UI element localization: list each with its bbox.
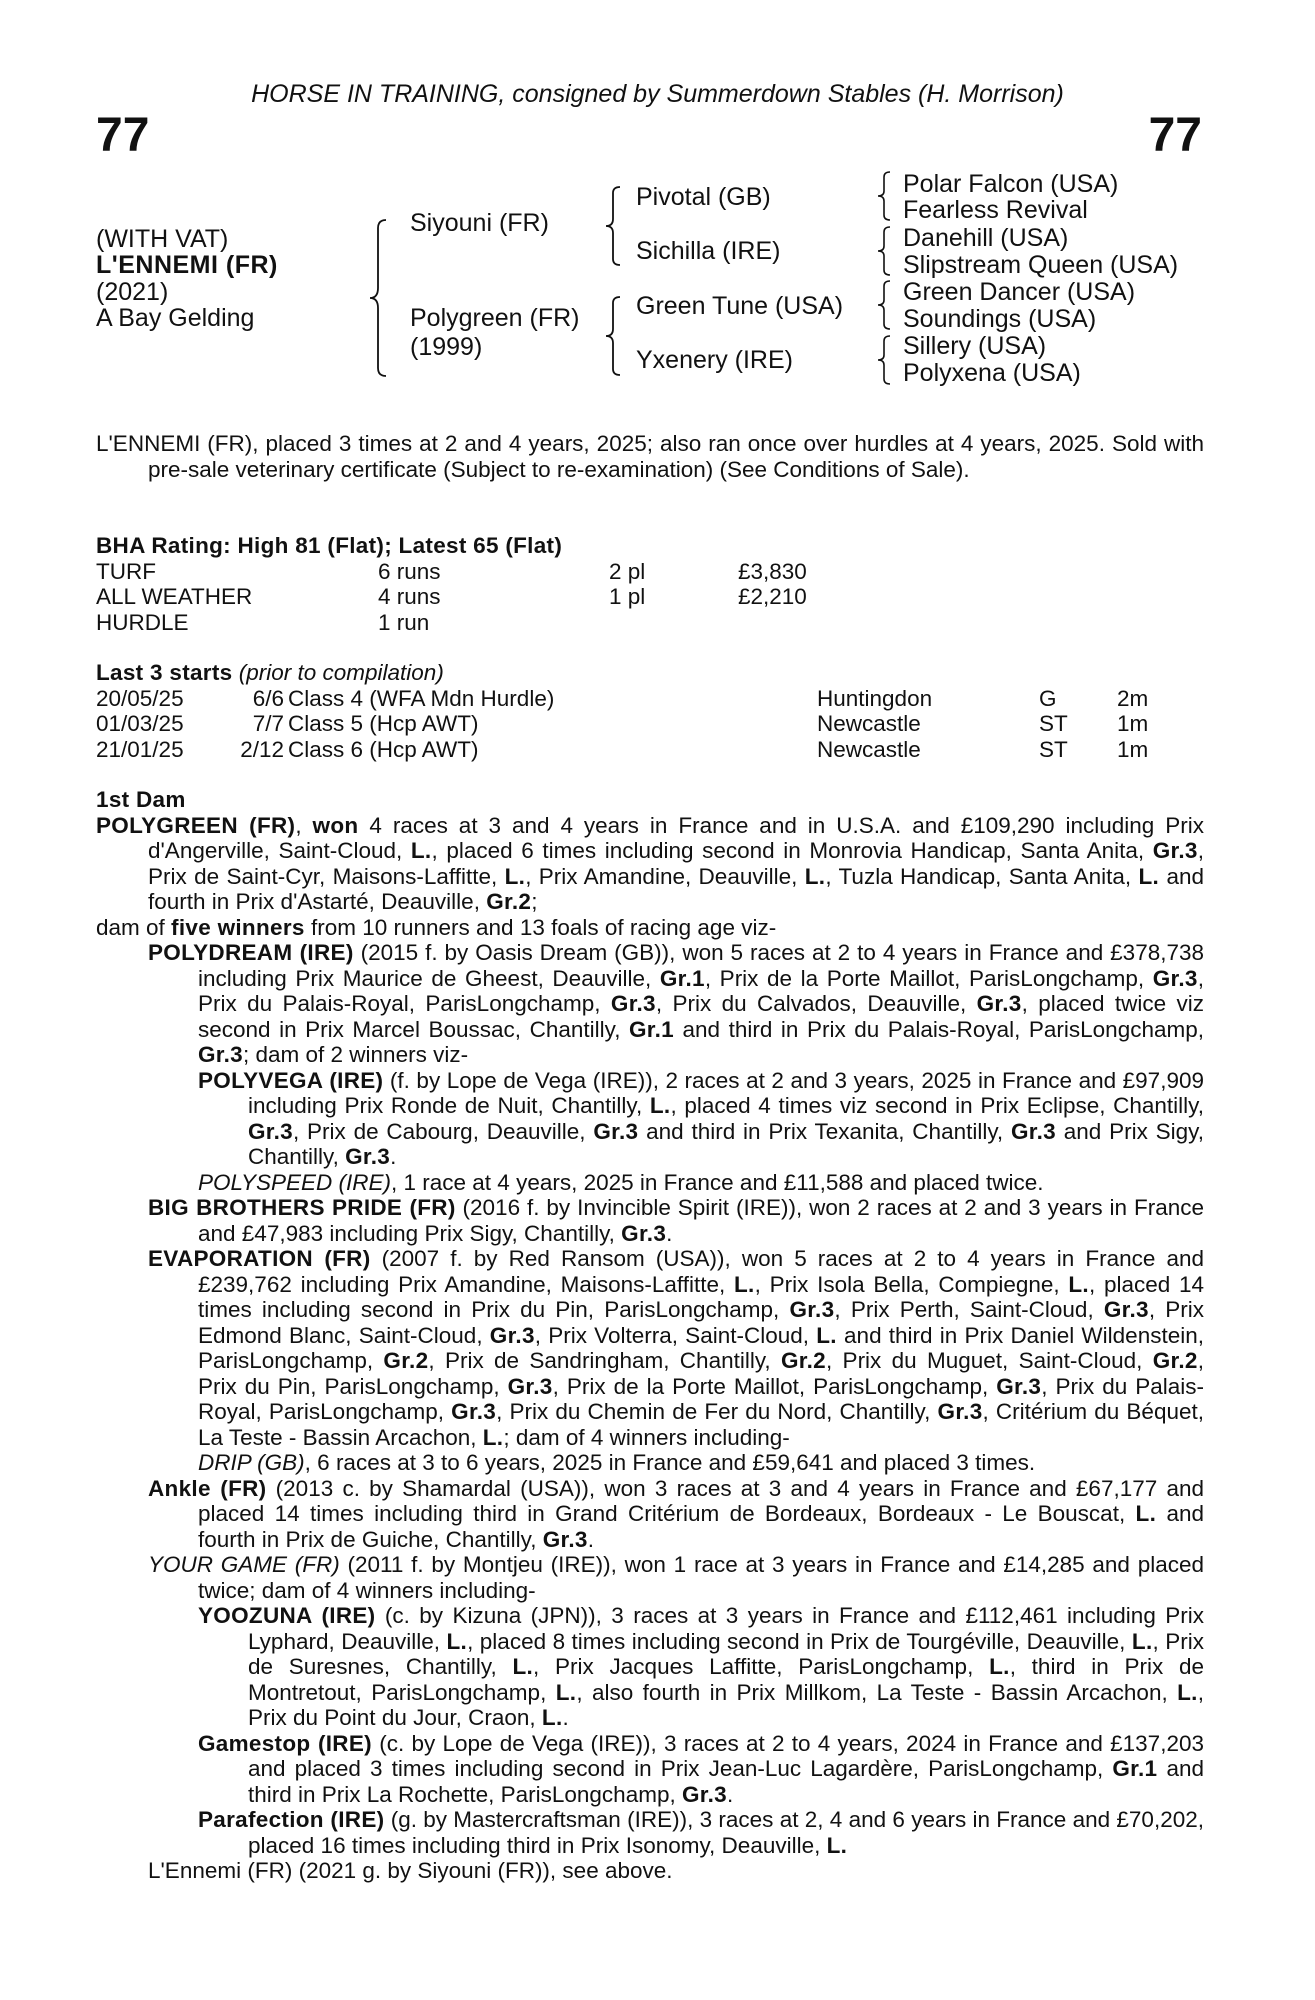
produce-name: POLYDREAM (IRE) [148, 940, 354, 965]
produce-name: YOOZUNA (IRE) [198, 1603, 376, 1628]
produce-name: POLYVEGA (IRE) [198, 1067, 384, 1093]
rating-runs: 6 runs [378, 558, 441, 584]
rating-placed: 1 pl [609, 584, 646, 609]
sire: Siyouni (FR) [410, 209, 549, 237]
first-dam-section [96, 787, 1204, 1884]
horse-name: L'ENNEMI (FR) [96, 251, 278, 279]
rating-runs: 4 runs [378, 584, 441, 609]
first-dam-heading: 1st Dam [96, 787, 186, 812]
dam-won: won [312, 812, 359, 838]
rating-placed: 2 pl [609, 558, 646, 584]
pedigree-brace-g2 [876, 225, 894, 277]
produce-entry: EVAPORATION (FR) (2007 f. by Red Ransom (USA)), won 5 races at 2 to 4 years in France and £239,762 including Prix Amandine, Maisons-Laffitte, L., Prix Isola Bella, Compiegne, L., placed 14 times including second in Prix du Pin, ParisLongchamp, Gr.3, Prix Perth, Saint-Cloud, Gr.3, Prix Edmond Blanc, Saint-Cloud, Gr.3, Prix Volterra, Saint-Cloud, L. and third in Prix Daniel Wildenstein, ParisLongchamp, Gr.2, Prix de Sandringham, Chantilly, Gr.2, Prix du Muguet, Saint-Cloud, Gr.2, Prix du Pin, ParisLongchamp, Gr.3, Prix de la Porte Maillot, ParisLongchamp, Gr.3, Prix du Palais-Royal, ParisLongchamp, Gr.3, Prix du Chemin de Fer du Nord, Chantilly, Gr.3, Critérium du Béquet, La Teste - Bassin Arcachon, L.; dam of 4 winners including- [148, 1246, 1205, 1450]
produce-entry: DRIP (GB), 6 races at 3 to 6 years, 2025 in France and £59,641 and placed 3 times. [198, 1450, 1036, 1475]
produce-entry: Ankle (FR) (2013 c. by Shamardal (USA)), won 3 races at 3 and 4 years in France and £67,177 and placed 14 times including third in Grand Critérium de Bordeaux, Bordeaux - Le Bouscat, L. and fourth in Prix de Guiche, Chantilly, Gr.3. [148, 1475, 1205, 1552]
last-starts-heading-line [96, 660, 1204, 686]
start-race: Class 6 (Hcp AWT) [288, 736, 479, 762]
start-row [96, 686, 1204, 712]
grand-dam-line-3: Danehill (USA) [903, 224, 1069, 252]
start-distance: 1m [1117, 736, 1149, 762]
dam: Polygreen (FR) [410, 304, 580, 332]
rating-row [96, 559, 1204, 585]
dam-record: POLYGREEN (FR), won 4 races at 3 and 4 years in France and in U.S.A. and £109,290 including Prix d'Angerville, Saint-Cloud, L., placed 6 times including second in Monrovia Handicap, Santa Anita, Gr.3, Prix de Saint-Cyr, Maisons-Laffitte, L., Prix Amandine, Deauville, L., Tuzla Handicap, Santa Anita, L. and fourth in Prix d'Astarté, Deauville, Gr.2; [96, 812, 1204, 914]
sire-dam: Sichilla (IRE) [636, 237, 781, 265]
rating-surface: HURDLE [96, 609, 189, 635]
last-starts-heading: Last 3 starts [96, 660, 233, 685]
summary-text: L'ENNEMI (FR), placed 3 times at 2 and 4 years, 2025; also ran once over hurdles at 4 years, 2025. Sold with pre-sale veterinary certificate (Subject to re-examination) (See Conditions of Sale). [96, 431, 1204, 482]
start-race: Class 5 (Hcp AWT) [288, 711, 479, 736]
start-course: Newcastle [817, 711, 921, 736]
rating-money: £2,210 [738, 584, 807, 609]
produce-name: POLYSPEED (IRE) [198, 1169, 391, 1195]
start-date: 21/01/25 [96, 736, 184, 762]
produce-entry: YOUR GAME (FR) (2011 f. by Montjeu (IRE)), won 1 race at 3 years in France and £14,285 and placed twice; dam of 4 winners including- [148, 1552, 1205, 1603]
start-position: 7/7 [252, 711, 284, 736]
rating-runs: 1 run [378, 609, 430, 635]
grade-l: L. [504, 863, 526, 889]
last-starts-section [96, 660, 1204, 762]
rating-surface: TURF [96, 558, 156, 584]
last-starts-note: (prior to compilation) [238, 660, 444, 685]
grand-dam-line-1: Polar Falcon (USA) [903, 170, 1119, 198]
start-race: Class 4 (WFA Mdn Hurdle) [288, 685, 555, 711]
pedigree-brace-dam [604, 295, 624, 377]
produce-name: Ankle (FR) [148, 1475, 267, 1501]
start-row [96, 737, 1204, 763]
produce-entry: Gamestop (IRE) (c. by Lope de Vega (IRE)), 3 races at 2 to 4 years, 2024 in France and £137,203 and placed 3 times including second in Prix Jean-Luc Lagardère, ParisLongchamp, Gr.1 and third in Prix La Rochette, ParisLongchamp, Gr.3. [198, 1730, 1205, 1807]
start-date: 20/05/25 [96, 685, 184, 711]
produce-entry: POLYDREAM (IRE) (2015 f. by Oasis Dream (GB)), won 5 races at 2 to 4 years in France and £378,738 including Prix Maurice de Gheest, Deauville, Gr.1, Prix de la Porte Maillot, ParisLongchamp, Gr.3, Prix du Palais-Royal, ParisLongchamp, Gr.3, Prix du Calvados, Deauville, Gr.3, placed twice viz second in Prix Marcel Boussac, Chantilly, Gr.1 and third in Prix du Palais-Royal, ParisLongchamp, Gr.3; dam of 2 winners viz- [148, 940, 1205, 1067]
grand-dam-line-2: Fearless Revival [903, 196, 1088, 224]
start-row [96, 711, 1204, 737]
start-position: 6/6 [252, 685, 284, 711]
rating-row [96, 610, 1204, 636]
rating-row [96, 584, 1204, 610]
sire-sire: Pivotal (GB) [636, 183, 771, 211]
grand-dam-line-8: Polyxena (USA) [903, 359, 1081, 387]
dam-sire: Green Tune (USA) [636, 292, 844, 320]
produce-entry: BIG BROTHERS PRIDE (FR) (2016 f. by Invincible Spirit (IRE)), won 2 races at 2 and 3 years in France and £47,983 including Prix Sigy, Chantilly, Gr.3. [148, 1195, 1204, 1246]
produce-name: EVAPORATION (FR) [148, 1246, 371, 1271]
horse-description: A Bay Gelding [96, 304, 255, 332]
start-position: 2/12 [240, 736, 284, 762]
grand-dam-line-7: Sillery (USA) [903, 332, 1047, 360]
catalogue-header: HORSE IN TRAINING, consigned by Summerdown Stables (H. Morrison) [251, 80, 1064, 108]
start-going: ST [1039, 736, 1068, 762]
rating-heading: BHA Rating: High 81 (Flat); Latest 65 (Flat) [96, 533, 563, 558]
produce-name: BIG BROTHERS PRIDE (FR) [148, 1195, 456, 1220]
lot-number-left: 77 [96, 109, 150, 162]
grade-l: L. [804, 863, 826, 889]
produce-final: L'Ennemi (FR) (2021 g. by Siyouni (FR)), see above. [148, 1858, 673, 1883]
grand-dam-line-6: Soundings (USA) [903, 305, 1097, 333]
grade-gr2: Gr.2 [486, 889, 532, 914]
produce-name: DRIP (GB) [198, 1450, 305, 1475]
produce-name: YOUR GAME (FR) [148, 1552, 340, 1577]
grade-gr3: Gr.3 [1152, 838, 1198, 863]
produce-name: Parafection (IRE) [198, 1807, 385, 1832]
produce-entry: POLYSPEED (IRE), 1 race at 4 years, 2025 in France and £11,588 and placed twice. [198, 1169, 1044, 1195]
pedigree-brace-g4 [876, 334, 894, 386]
rating-money: £3,830 [738, 558, 807, 584]
lot-number-right: 77 [1148, 109, 1202, 162]
rating-surface: ALL WEATHER [96, 584, 253, 609]
dam-dam: Yxenery (IRE) [636, 346, 793, 374]
produce-entry: POLYVEGA (IRE) (f. by Lope de Vega (IRE)), 2 races at 2 and 3 years, 2025 in France and £97,909 including Prix Ronde de Nuit, Chantilly, L., placed 4 times viz second in Prix Eclipse, Chantilly, Gr.3, Prix de Cabourg, Deauville, Gr.3 and third in Prix Texanita, Chantilly, Gr.3 and Prix Sigy, Chantilly, Gr.3. [198, 1067, 1204, 1169]
start-course: Newcastle [817, 736, 921, 762]
dam-name: POLYGREEN (FR) [96, 812, 296, 838]
pedigree-brace-sire [604, 185, 624, 267]
start-going: ST [1039, 711, 1068, 736]
produce-entry: YOOZUNA (IRE) (c. by Kizuna (JPN)), 3 races at 3 years in France and £112,461 including Prix Lyphard, Deauville, L., placed 8 times including second in Prix de Tourgéville, Deauville, L., Prix de Suresnes, Chantilly, L., Prix Jacques Laffitte, ParisLongchamp, L., third in Prix de Montretout, ParisLongchamp, L., also fourth in Prix Millkom, La Teste - Bassin Arcachon, L., Prix du Point du Jour, Craon, L.. [198, 1603, 1204, 1730]
rating-section [96, 533, 1204, 635]
pedigree-brace-g1 [876, 170, 894, 222]
grand-dam-line-4: Slipstream Queen (USA) [903, 251, 1179, 279]
start-distance: 2m [1117, 685, 1149, 711]
grade-l: L. [1138, 863, 1160, 889]
produce-entry [148, 1858, 1204, 1884]
start-date: 01/03/25 [96, 711, 184, 736]
dam-produce-summary: dam of five winners from 10 runners and 13 foals of racing age viz- [96, 914, 777, 940]
horse-year: (2021) [96, 278, 169, 306]
horse-summary [96, 431, 1204, 482]
vat-note: (WITH VAT) [96, 225, 229, 253]
start-going: G [1039, 685, 1057, 711]
start-course: Huntingdon [817, 685, 933, 711]
produce-name: Gamestop (IRE) [198, 1730, 372, 1756]
pedigree-brace-g3 [876, 279, 894, 331]
start-distance: 1m [1117, 711, 1149, 736]
grand-dam-line-5: Green Dancer (USA) [903, 278, 1136, 306]
pedigree-brace-main [368, 218, 390, 378]
dam-year: (1999) [410, 333, 483, 361]
grade-l: L. [410, 838, 432, 863]
produce-entry: Parafection (IRE) (g. by Mastercraftsman (IRE)), 3 races at 2, 4 and 6 years in France and £70,202, placed 16 times including third in Prix Isonomy, Deauville, L. [198, 1807, 1204, 1858]
